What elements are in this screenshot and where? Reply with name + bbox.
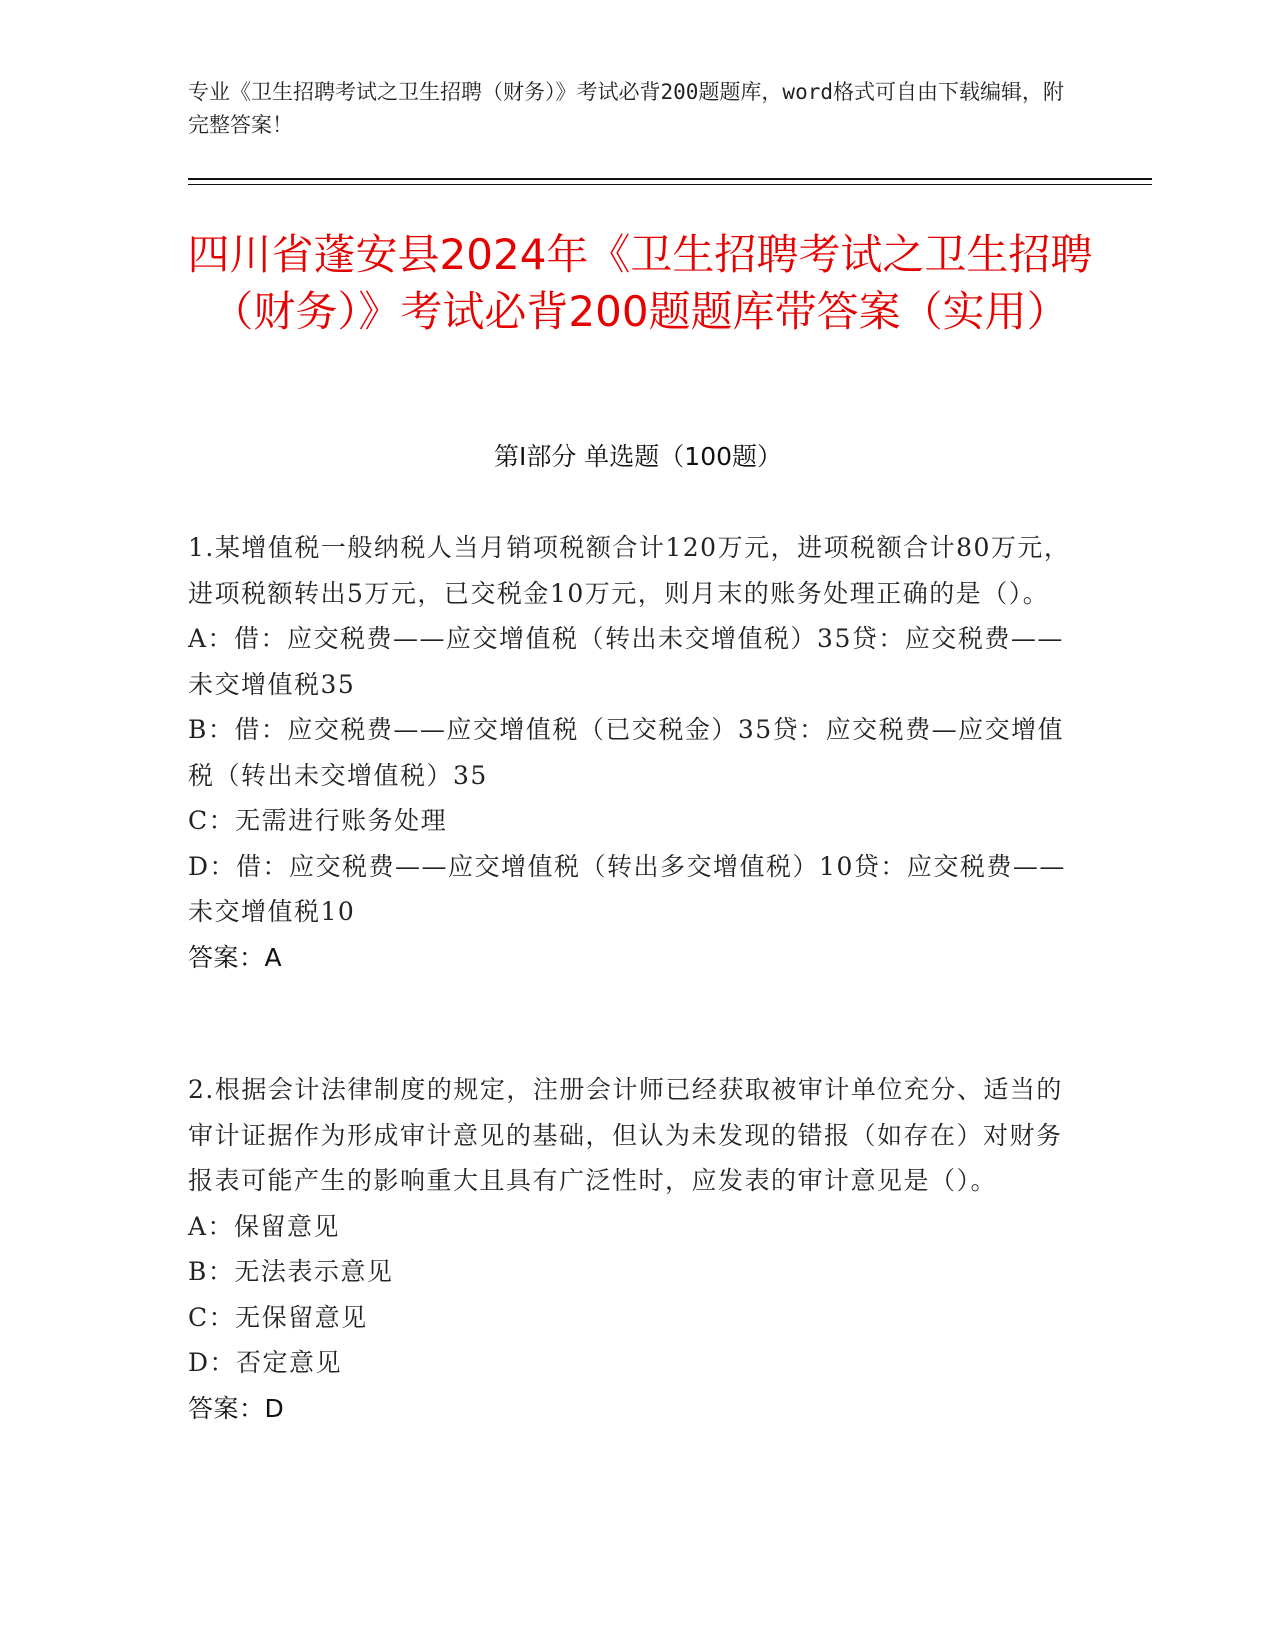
option-c: C：无保留意见	[188, 1302, 368, 1332]
header-divider-thin	[188, 184, 1152, 185]
answer: 答案：A	[188, 942, 283, 972]
header-divider-thick	[188, 178, 1152, 180]
question-text: 2.根据会计法律制度的规定，注册会计师已经获取被审计单位充分、适当的审计证据作为形成审计意见的基础，但认为未发现的错报（如存在）对财务报表可能产生的影响重大且具有广泛性时，应发表的审计意见是（）。	[188, 1075, 1063, 1195]
option-a: A：保留意见	[188, 1211, 341, 1241]
option-d: D：借：应交税费——应交增值税（转出多交增值税）10贷：应交税费——未交增值税10	[188, 851, 1066, 926]
option-b: B：借：应交税费——应交增值税（已交税金）35贷：应交税费—应交增值税（转出未交增值税）35	[188, 715, 1065, 790]
option-a: A：借：应交税费——应交增值税（转出未交增值税）35贷：应交税费——未交增值税35	[188, 624, 1064, 699]
section-title: 第I部分 单选题（100题）	[493, 442, 783, 471]
answer: 答案：D	[188, 1393, 285, 1423]
option-c: C：无需进行账务处理	[188, 806, 448, 835]
document-title: 四川省蓬安县2024年《卫生招聘考试之卫生招聘（财务）》考试必背200题题库带答案（实用）	[187, 230, 1093, 336]
option-b: B：无法表示意见	[188, 1257, 394, 1286]
question-2	[188, 1067, 1088, 1431]
header-note: 专业《卫生招聘考试之卫生招聘（财务）》考试必背200题题库，word格式可自由下载编辑，附完整答案！	[188, 80, 1064, 137]
question-text: 1.某增值税一般纳税人当月销项税额合计120万元，进项税额合计80万元，进项税额转出5万元，已交税金10万元，则月末的账务处理正确的是（）。	[188, 533, 1071, 608]
option-d: D：否定意见	[188, 1348, 343, 1377]
question-1	[188, 525, 1088, 980]
